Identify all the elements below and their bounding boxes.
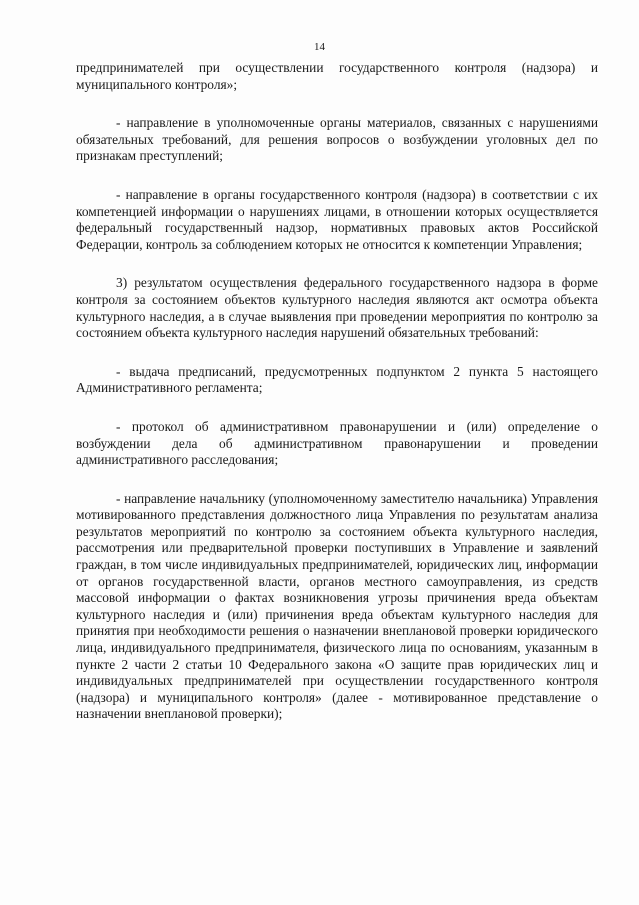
paragraph-criminal-referral: - направление в уполномоченные органы материалов, связанных с нарушениями обязательных требований, для решения вопросов о возбуждении уголовных дел по признакам преступлений; [76, 115, 598, 164]
document-body [76, 60, 598, 723]
paragraph-protocol: - протокол об административном правонарушении и (или) определение о возбуждении дела об административном правонарушении и проведении административного расследования; [76, 418, 598, 468]
paragraph-spacer [76, 469, 598, 491]
paragraph-spacer [76, 253, 598, 275]
paragraph-result-item-3: 3) результатом осуществления федерального государственного надзора в форме контроля за состоянием объектов культурного наследия являются акт осмотра объекта культурного наследия, а в случае выявления при проведении мероприятия по контролю за состоянием объекта культурного наследия нарушений обязательных требований: [76, 275, 598, 341]
paragraph-control-bodies: - направление в органы государственного контроля (надзора) в соответствии с их компетенцией информации о нарушениях лицами, в отношении которых осуществляется федеральный государственный надзор, нормативных правовых актов Российской Федерации, контроль за соблюдением которых не относится к компетенции Управления; [76, 186, 598, 252]
paragraph-motivated-submission: - направление начальнику (уполномоченному заместителю начальника) Управления мотивированного представления должностного лица Управления по результатам анализа результатов мероприятий по контролю за состоянием объекта культурного наследия, рассмотрения или предварительной проверки поступивших в Управление и заявлений граждан, в том числе индивидуальных предпринимателей, юридических лиц, информации от органов государственной власти, органов местного самоуправления, из средств массовой информации о фактах возникновения угрозы причинения вреда объектам культурного наследия и (или) причинения вреда объектам культурного наследия для принятия при необходимости решения о назначении внеплановой проверки юридического лица, индивидуального предпринимателя, физического лица по основаниям, указанным в пункте 2 части 2 статьи 10 Федерального закона «О защите прав юридических лиц и индивидуальных предпринимателей при осуществлении государственного контроля (надзора) и муниципального контроля» (далее - мотивированное представление о назначении внеплановой проверки); [76, 490, 598, 722]
paragraph-spacer [76, 342, 598, 364]
paragraph-spacer [76, 93, 598, 115]
paragraph-spacer [76, 165, 598, 187]
paragraph-continuation: предпринимателей при осуществлении государственного контроля (надзора) и муниципального контроля»; [76, 60, 598, 92]
paragraph-spacer [76, 397, 598, 419]
page-number: 14 [314, 41, 325, 53]
paragraph-orders: - выдача предписаний, предусмотренных подпунктом 2 пункта 5 настоящего Административного регламента; [76, 363, 598, 396]
